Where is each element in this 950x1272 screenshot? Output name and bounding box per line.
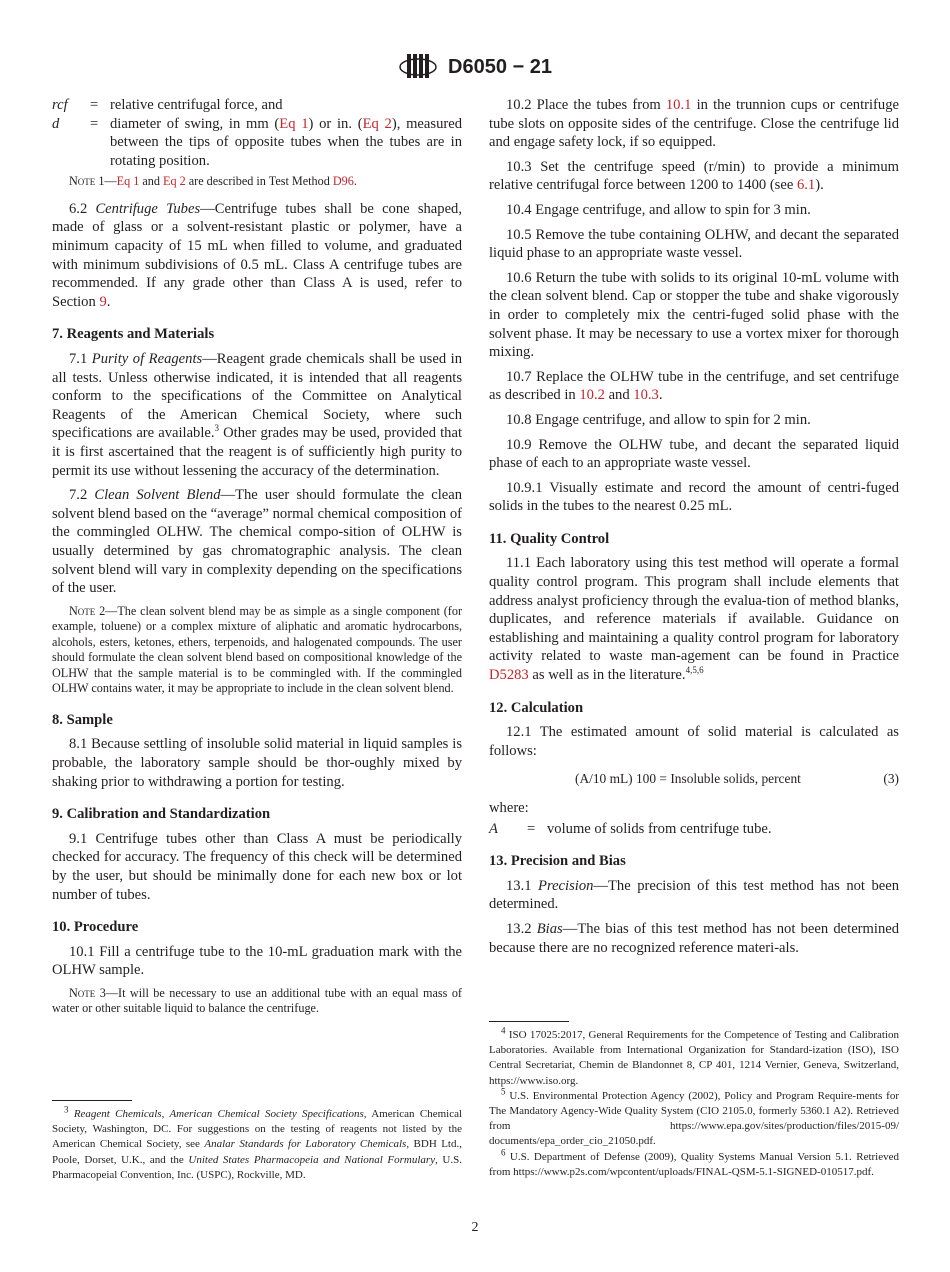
paragraph	[52, 486, 462, 598]
note-label: Note	[69, 985, 96, 1000]
text-run: 7.1	[69, 351, 92, 368]
text-run: ) or in. (	[308, 115, 363, 132]
text-run: 10.9.1 Visually estimate and record the amount of centri-fuged solids in the tubes to the nearest 0.25 mL.	[489, 479, 899, 515]
footnote-marker: 3	[64, 1104, 69, 1115]
definition-term: A	[489, 820, 498, 837]
paragraph	[489, 411, 899, 430]
paragraph	[52, 735, 462, 791]
text-run: 10.7 Replace the OLHW tube in the centrifuge, and set centrifuge as described in	[489, 368, 899, 404]
text-run: 10.2 Place the tubes from	[506, 97, 666, 113]
footnote-marker: 3	[214, 423, 220, 434]
text-run: 10.1 Fill a centrifuge tube to the 10-mL graduation mark with the OLHW sample.	[52, 943, 462, 979]
text-run: 12. Calculation	[489, 699, 584, 716]
equals-sign: =	[90, 115, 99, 132]
definition-term: d	[52, 115, 60, 132]
equals-sign: =	[527, 820, 536, 837]
footnotes-right	[489, 1021, 899, 1180]
text-run: 7. Reagents and Materials	[52, 326, 215, 343]
section-heading	[489, 852, 899, 871]
footnote-marker: 4,5,6	[685, 665, 704, 676]
paragraph	[52, 830, 462, 904]
text-run: 2—The clean solvent blend may be as simple as a single component (for example, toluene) or a complex mixture of aliphatic and aromatic hydrocarbons, alcohols, esters, ketones, ethers, terpenoids, and halogenated compounds. The user should formulate the clean solvent blend based on compositional knowledge of the OLHW that the sample material is to be commingled with. If the commingled OLHW contains water, it may be appropriate to include in the clean solvent blend.	[52, 603, 462, 696]
text-run: ISO 17025:2017, General Requirements for the Competence of Testing and Calibration Laboratories. Available from International Organization for Standard-ization (ISO), ISO Central Secretariat, Chemin de Blandonnet 8, CP 401, 1214 Vernier, Geneva, Switzerland, https://www.iso.org.	[489, 1029, 899, 1087]
text-run: —Reagent grade chemicals shall be used in all tests. Unless otherwise indicated, it is intended that all reagents conform to the specifications of the Committee on Analytical Reagents of the American Chemical Society, where such specifications are available.	[52, 351, 463, 442]
text-run: are described in Test Method	[185, 174, 333, 189]
definition-term: rcf	[52, 97, 68, 113]
text-run: in the trunnion cups or centrifuge tube slots on opposite sides of the centrifuge. Close the centrifuge lid and engage safety lock, if so equipped.	[489, 97, 899, 151]
text-run: 10.6 Return the tube with solids to its original 10-mL volume with the clean solvent blend. Cap or stopper the tube and shake vigorously in order to completely mix the centri-fuged solid phase with the solvent phase. It may be necessary to use a vortex mixer for thorough mixing.	[489, 269, 899, 361]
reference-link[interactable]: D5283	[489, 667, 529, 684]
text-run: and	[604, 387, 634, 404]
section-heading	[52, 325, 462, 344]
section-heading	[489, 699, 899, 718]
text-run: , BDH Ltd., Poole, Dorset, U.K., and the	[52, 1138, 462, 1166]
text-run: 13. Precision and Bias	[489, 853, 626, 870]
text-run: —Centrifuge tubes shall be cone shaped, made of glass or a solvent-resistant plastic or polymer, have a minimum capacity of 15 mL when filled to volume, and graduated with minimum subdivisions of 0.5 mL. Class A centrifuge tubes are recommended. If any grade other than Class A is used, refer to Section	[52, 200, 463, 310]
italic-term: Bias	[536, 920, 563, 937]
text-run: U.S. Department of Defense (2009), Quality Systems Manual Version 5.1. Retrieved from https://www.p2s.com/wpcontent/uploads/FINAL-QSM-5.1-SIGNED-010517.pdf.	[489, 1150, 899, 1178]
text-run: .	[353, 174, 357, 189]
footnotes-left	[52, 1100, 462, 1183]
text-run: 8.1 Because settling of insoluble solid material in liquid samples is probable, the laboratory sample should be thor-oughly mixed by shaking prior to withdrawing a portion for testing.	[52, 736, 462, 790]
equation	[489, 770, 899, 789]
definition-text	[110, 96, 462, 115]
paragraph	[489, 723, 899, 760]
note-label: Note	[69, 174, 96, 189]
paragraph	[52, 350, 462, 480]
document-id: D6050 − 21	[448, 55, 552, 78]
footnote-rule	[52, 1100, 132, 1101]
text-run: and	[139, 174, 164, 189]
paragraph	[52, 200, 462, 312]
text-run: 10.3 Set the centrifuge speed (r/min) to provide a minimum relative centrifugal force between 1200 to 1400 (see	[489, 158, 899, 194]
text-run: 10.5 Remove the tube containing OLHW, and decant the separated liquid phase to an appropriate waste vessel.	[489, 226, 899, 262]
paragraph	[489, 269, 899, 362]
reference-link[interactable]: D96	[332, 174, 354, 189]
text-run: 10.4 Engage centrifuge, and allow to spin for 3 min.	[506, 201, 811, 218]
text-run: 11.1 Each laboratory using this test method will operate a formal quality control program. This program shall include elements that address analyst proficiency through the evalua-tion of method blanks, duplicates, and reference materials if available. Guidance on establishing and maintaining a quality control program for laboratory activity related to waste man-agement can be found in Practice	[489, 555, 899, 665]
italic-term: Precision	[538, 877, 594, 894]
italic-term: United States Pharmacopeia and National Formulary	[188, 1153, 436, 1166]
text-run: 10. Procedure	[52, 919, 139, 936]
text-run: 8. Sample	[52, 711, 113, 728]
footnote-marker: 5	[501, 1086, 506, 1097]
text-run: .	[106, 293, 111, 310]
text-run: .	[658, 387, 663, 404]
definition-text	[110, 115, 462, 171]
definition-text	[547, 820, 899, 839]
note	[52, 174, 462, 190]
text-run: U.S. Environmental Protection Agency (2002), Policy and Program Require-ments for The Mandatory Agency-Wide Quality System (CIO 2105.0, formerly 5360.1 A2). Retrieved from https://www.epa.gov/sites/production/files/2015-09/ documents/epa_order_cio_21050.pdf.	[489, 1089, 899, 1148]
text-run: relative centrifugal force, and	[110, 97, 283, 113]
right-column	[489, 96, 899, 963]
paragraph	[489, 368, 899, 405]
footnote	[489, 1025, 899, 1089]
text-run: 6.2	[69, 200, 96, 217]
text-run: 13.2	[506, 920, 537, 937]
reference-link[interactable]: Eq 1	[279, 115, 309, 132]
footnote	[489, 1146, 899, 1180]
text-run: (A/10 mL) 100 = Insoluble solids, percent	[575, 771, 801, 787]
definition	[52, 115, 462, 171]
text-run: where:	[489, 800, 529, 816]
definition	[52, 96, 462, 115]
paragraph	[489, 226, 899, 263]
reference-link[interactable]: Eq 1	[116, 174, 140, 189]
note	[52, 986, 462, 1017]
footnote	[489, 1086, 899, 1150]
text-run: 7.2	[69, 487, 95, 504]
paragraph	[489, 158, 899, 195]
text-run: 10.9 Remove the OLHW tube, and decant the separated liquid phase of each to an appropriate waste vessel.	[489, 436, 899, 472]
paragraph	[489, 479, 899, 516]
text-run: —The bias of this test method has not been determined because there are no recognized reference materi-als.	[489, 920, 900, 956]
text-run: 11. Quality Control	[489, 530, 610, 547]
text-run: ), measured between the tips of opposite tubes when the tubes are in rotating position.	[110, 115, 462, 169]
text-run: Other grades may be used, provided that it is first ascertained that the reagent is of sufficiently high purity to permit its use without lessening the accuracy of the determination.	[52, 425, 462, 479]
footnote-marker: 6	[501, 1146, 506, 1157]
equals-sign: =	[90, 97, 99, 113]
text-run: 3—It will be necessary to use an additional tube with an equal mass of water or other suitable liquid to balance the centrifuge.	[52, 985, 462, 1016]
astm-logo-icon	[398, 52, 438, 82]
text-run: —The precision of this test method has not been determined.	[489, 877, 899, 913]
reference-link[interactable]: Eq 2	[163, 174, 186, 189]
text-run: ).	[815, 177, 824, 194]
paragraph	[489, 920, 899, 957]
paragraph	[489, 877, 899, 914]
italic-term: Centrifuge Tubes	[95, 200, 201, 217]
text-run: 10.8 Engage centrifuge, and allow to spin for 2 min.	[506, 411, 811, 428]
section-heading	[52, 918, 462, 937]
footnote	[52, 1104, 463, 1183]
text-run: 1—	[95, 174, 117, 189]
italic-term: Analar Standards for Laboratory Chemicals	[204, 1138, 407, 1151]
paragraph	[489, 554, 899, 684]
equation-formula	[575, 770, 801, 789]
text-run: , U.S. Pharmacopeial Convention, Inc. (USPC), Rockville, MD.	[52, 1153, 462, 1181]
text-run: 13.1	[506, 877, 539, 894]
paragraph	[52, 943, 462, 980]
paragraph	[489, 201, 899, 220]
left-column	[52, 96, 462, 1027]
paragraph	[489, 96, 899, 152]
page-number: 2	[471, 1220, 479, 1235]
section-heading	[52, 711, 462, 730]
reference-link[interactable]: 10.2	[579, 387, 605, 404]
equation-number: (3)	[883, 771, 899, 787]
section-heading	[52, 805, 462, 824]
paragraph	[489, 799, 899, 818]
text-run: volume of solids from centrifuge tube.	[547, 820, 772, 837]
italic-term: Clean Solvent Blend	[94, 487, 221, 504]
text-run: 9. Calibration and Standardization	[52, 806, 271, 823]
page-header	[0, 52, 950, 82]
text-run: diameter of swing, in mm (	[110, 115, 280, 132]
footnote-marker: 4	[501, 1025, 506, 1036]
italic-term: Reagent Chemicals, American Chemical Society Specifications	[73, 1108, 364, 1120]
reference-link[interactable]: 6.1	[796, 177, 816, 194]
footnote-rule	[489, 1021, 569, 1022]
reference-link[interactable]: Eq 2	[362, 115, 392, 132]
text-run: 12.1 The estimated amount of solid material is calculated as follows:	[489, 724, 899, 759]
text-run: —The user should formulate the clean solvent blend based on the “average” normal chemical composition of the commingled OLHW. The chemical compo-sition of OLHW is usually determined by gas chromatographic analysis. The clean solvent blend will vary in complexity depending on the specifications of the user.	[52, 487, 463, 597]
text-run: 9.1 Centrifuge tubes other than Class A must be periodically checked for accuracy. The frequency of this check will be determined by the user, but should be minimally done for each new box or lot number of tubes.	[52, 830, 462, 903]
note	[52, 604, 462, 697]
reference-link[interactable]: 10.1	[665, 97, 692, 113]
text-run: as well as in the literature.	[528, 667, 686, 684]
definition	[489, 820, 899, 839]
text-run: , American Chemical Society, Washington, DC. For suggestions on the testing of reagents not listed by the American Chemical Society, see	[52, 1108, 463, 1151]
section-heading	[489, 530, 899, 549]
paragraph	[489, 436, 899, 473]
reference-link[interactable]: 10.3	[633, 387, 659, 404]
italic-term: Purity of Reagents	[91, 351, 203, 368]
note-label: Note	[69, 603, 96, 618]
reference-link[interactable]: 9	[99, 293, 107, 310]
